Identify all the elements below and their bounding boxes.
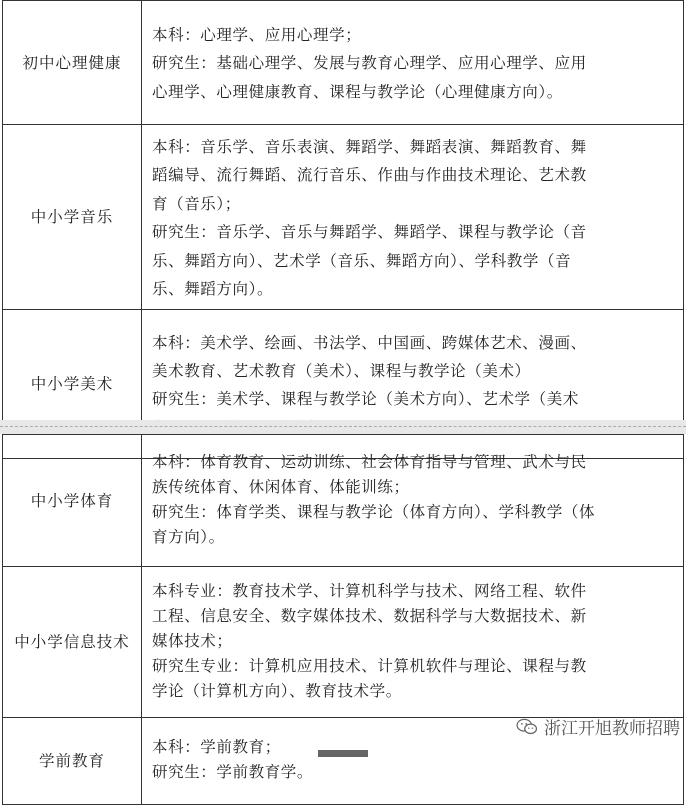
subject-cell: 中小学信息技术 xyxy=(3,567,142,718)
requirement-line: 本科：体育教育、运动训练、社会体育指导与管理、武术与民 xyxy=(152,452,587,471)
requirement-line: 研究生：音乐学、音乐与舞蹈学、舞蹈学、课程与教学论（音 xyxy=(152,223,587,242)
table-row xyxy=(3,1,684,125)
requirement-line: 研究生专业：计算机应用技术、计算机软件与理论、课程与教 xyxy=(152,656,587,675)
subject-cell: 学前教育 xyxy=(3,718,142,805)
requirement-line: 本科：音乐学、音乐表演、舞蹈学、舞蹈表演、舞蹈教育、舞 xyxy=(152,138,587,156)
requirement-line: 研究生：学前教育学。 xyxy=(152,763,314,781)
requirement-line: 研究生：美术学、课程与教学论（美术方向）、艺术学（美术 xyxy=(152,390,579,409)
subject-cell: 中小学体育 xyxy=(3,435,142,567)
table-row xyxy=(3,567,684,718)
requirement-line: 本科专业：教育技术学、计算机科学与技术、网络工程、软件 xyxy=(152,581,587,600)
requirement-line: 育（音乐）； xyxy=(152,194,241,213)
requirements-cell xyxy=(142,125,684,310)
requirement-line: 学论（计算机方向）、教育技术学。 xyxy=(152,681,402,700)
requirement-line: 族传统体育、休闲体育、体能训练； xyxy=(152,477,410,496)
requirement-line: 蹈编导、流行舞蹈、流行音乐、作曲与作曲技术理论、艺术教 xyxy=(152,166,587,185)
requirement-line: 美术教育、艺术教育（美术）、课程与教学论（美术） xyxy=(152,362,531,381)
requirement-line: 乐、舞蹈方向）。 xyxy=(152,280,274,299)
requirement-line: 育方向）。 xyxy=(152,527,225,546)
table-row xyxy=(3,125,684,310)
requirement-line: 本科：心理学、应用心理学； xyxy=(152,25,362,44)
subject-table-part-1 xyxy=(2,0,684,459)
requirement-line: 工程、信息安全、数字媒体技术、数据科学与大数据技术、新 xyxy=(152,606,587,625)
requirement-line: 媒体技术； xyxy=(152,631,233,650)
wechat-icon xyxy=(516,718,538,736)
subject-cell: 初中心理健康 xyxy=(3,1,142,125)
requirements-cell xyxy=(142,567,684,718)
subject-cell: 中小学美术 xyxy=(3,310,142,459)
requirements-cell xyxy=(142,435,684,567)
subject-cell: 中小学音乐 xyxy=(3,125,142,310)
requirement-line: 心理学、心理健康教育、课程与教学论（心理健康方向）。 xyxy=(152,82,563,101)
table-row xyxy=(3,435,684,567)
requirement-line: 研究生：基础心理学、发展与教育心理学、应用心理学、应用 xyxy=(152,54,587,73)
requirement-line: 本科：学前教育； xyxy=(152,738,281,756)
watermark xyxy=(516,714,680,739)
page-break-separator xyxy=(0,420,686,434)
watermark-text: 浙江开旭教师招聘 xyxy=(544,719,680,739)
scroll-indicator[interactable] xyxy=(318,750,368,757)
requirements-cell xyxy=(142,1,684,125)
requirement-line: 本科：美术学、绘画、书法学、中国画、跨媒体艺术、漫画、 xyxy=(152,333,587,352)
requirement-line: 乐、舞蹈方向）、艺术学（音乐、舞蹈方向）、学科教学（音 xyxy=(152,251,572,270)
requirement-line: 研究生：体育学类、课程与教学论（体育方向）、学科教学（体 xyxy=(152,502,596,521)
